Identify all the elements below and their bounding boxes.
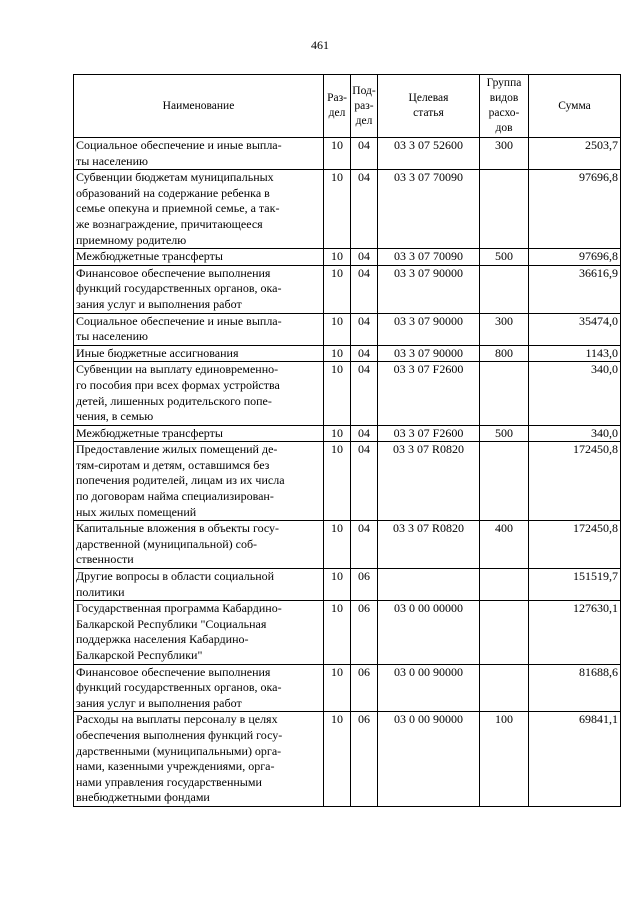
- cell-sum: 340,0: [529, 362, 621, 425]
- cell-name: Субвенции на выплату единовременно- го пособия при всех формах устройства детей, лишенных родительского попе- чения, в семью: [74, 362, 324, 425]
- cell-target-article: 03 3 07 90000: [378, 345, 480, 362]
- cell-target-article: 03 3 07 70090: [378, 170, 480, 249]
- table-row: [74, 170, 621, 249]
- header-expense-group: Группа видов расхо- дов: [480, 75, 529, 138]
- cell-section: 10: [324, 712, 351, 807]
- cell-target-article: 03 3 07 R0820: [378, 521, 480, 569]
- cell-target-article: 03 3 07 70090: [378, 249, 480, 266]
- cell-section: 10: [324, 425, 351, 442]
- cell-target-article: 03 3 07 F2600: [378, 425, 480, 442]
- cell-sum: 81688,6: [529, 664, 621, 712]
- cell-subsection: 04: [351, 345, 378, 362]
- cell-section: 10: [324, 569, 351, 601]
- cell-subsection: 06: [351, 601, 378, 664]
- cell-subsection: 04: [351, 249, 378, 266]
- cell-expense-group: [480, 265, 529, 313]
- cell-name: Государственная программа Кабардино- Балкарской Республики "Социальная поддержка населения Кабардино- Балкарской Республики": [74, 601, 324, 664]
- header-subsection: Под- раз- дел: [351, 75, 378, 138]
- cell-name: Социальное обеспечение и иные выпла- ты населению: [74, 313, 324, 345]
- table-row: [74, 425, 621, 442]
- budget-table: [73, 74, 621, 807]
- cell-expense-group: [480, 362, 529, 425]
- table-body: [74, 138, 621, 807]
- header-target-article: Целевая статья: [378, 75, 480, 138]
- cell-sum: 127630,1: [529, 601, 621, 664]
- cell-expense-group: [480, 664, 529, 712]
- cell-section: 10: [324, 521, 351, 569]
- cell-section: 10: [324, 249, 351, 266]
- cell-target-article: 03 3 07 52600: [378, 138, 480, 170]
- cell-sum: 36616,9: [529, 265, 621, 313]
- cell-section: 10: [324, 362, 351, 425]
- header-name: Наименование: [74, 75, 324, 138]
- cell-subsection: 06: [351, 569, 378, 601]
- cell-sum: 97696,8: [529, 249, 621, 266]
- cell-section: 10: [324, 265, 351, 313]
- table-row: [74, 569, 621, 601]
- cell-target-article: 03 0 00 00000: [378, 601, 480, 664]
- cell-subsection: 06: [351, 712, 378, 807]
- cell-section: 10: [324, 313, 351, 345]
- cell-name: Социальное обеспечение и иные выпла- ты населению: [74, 138, 324, 170]
- cell-expense-group: [480, 442, 529, 521]
- cell-subsection: 04: [351, 170, 378, 249]
- cell-sum: 97696,8: [529, 170, 621, 249]
- cell-name: Предоставление жилых помещений де- тям-сиротам и детям, оставшимся без попечения родителей, лицам из их числа по договорам найма специализирован- ных жилых помещений: [74, 442, 324, 521]
- cell-name: Капитальные вложения в объекты госу- дарственной (муниципальной) соб- ственности: [74, 521, 324, 569]
- cell-subsection: 04: [351, 442, 378, 521]
- cell-expense-group: 300: [480, 138, 529, 170]
- table-row: [74, 138, 621, 170]
- cell-section: 10: [324, 442, 351, 521]
- cell-name: Финансовое обеспечение выполнения функций государственных органов, ока- зания услуг и выполнения работ: [74, 265, 324, 313]
- cell-target-article: 03 0 00 90000: [378, 712, 480, 807]
- cell-sum: 172450,8: [529, 521, 621, 569]
- table-row: [74, 313, 621, 345]
- cell-sum: 151519,7: [529, 569, 621, 601]
- cell-subsection: 04: [351, 425, 378, 442]
- cell-name: Субвенции бюджетам муниципальных образований на содержание ребенка в семье опекуна и приемной семье, а так- же вознаграждение, причитающееся приемному родителю: [74, 170, 324, 249]
- cell-target-article: 03 3 07 90000: [378, 313, 480, 345]
- cell-expense-group: 300: [480, 313, 529, 345]
- cell-target-article: 03 3 07 F2600: [378, 362, 480, 425]
- table-row: [74, 345, 621, 362]
- header-section: Раз- дел: [324, 75, 351, 138]
- cell-subsection: 04: [351, 313, 378, 345]
- cell-name: Межбюджетные трансферты: [74, 249, 324, 266]
- cell-name: Межбюджетные трансферты: [74, 425, 324, 442]
- cell-sum: 35474,0: [529, 313, 621, 345]
- table-row: [74, 601, 621, 664]
- cell-target-article: [378, 569, 480, 601]
- cell-subsection: 04: [351, 521, 378, 569]
- cell-sum: 2503,7: [529, 138, 621, 170]
- table-row: [74, 521, 621, 569]
- cell-target-article: 03 3 07 R0820: [378, 442, 480, 521]
- cell-sum: 69841,1: [529, 712, 621, 807]
- cell-section: 10: [324, 170, 351, 249]
- page-number: 461: [311, 38, 329, 52]
- cell-expense-group: 500: [480, 425, 529, 442]
- cell-section: 10: [324, 664, 351, 712]
- cell-name: Иные бюджетные ассигнования: [74, 345, 324, 362]
- cell-subsection: 04: [351, 265, 378, 313]
- cell-target-article: 03 0 00 90000: [378, 664, 480, 712]
- cell-name: Финансовое обеспечение выполнения функций государственных органов, ока- зания услуг и выполнения работ: [74, 664, 324, 712]
- cell-expense-group: 400: [480, 521, 529, 569]
- cell-target-article: 03 3 07 90000: [378, 265, 480, 313]
- cell-name: Расходы на выплаты персоналу в целях обеспечения выполнения функций госу- дарственными (муниципальными) орга- нами, казенными учреждениями, орга- нами управления государственными внебюджетными фондами: [74, 712, 324, 807]
- table-row: [74, 712, 621, 807]
- cell-section: 10: [324, 138, 351, 170]
- cell-name: Другие вопросы в области социальной политики: [74, 569, 324, 601]
- table-row: [74, 265, 621, 313]
- cell-section: 10: [324, 345, 351, 362]
- cell-section: 10: [324, 601, 351, 664]
- table-row: [74, 442, 621, 521]
- table-header-row: [74, 75, 621, 138]
- cell-sum: 340,0: [529, 425, 621, 442]
- cell-expense-group: 800: [480, 345, 529, 362]
- table-row: [74, 362, 621, 425]
- cell-subsection: 06: [351, 664, 378, 712]
- header-sum: Сумма: [529, 75, 621, 138]
- cell-expense-group: 500: [480, 249, 529, 266]
- table-row: [74, 664, 621, 712]
- cell-subsection: 04: [351, 138, 378, 170]
- cell-sum: 172450,8: [529, 442, 621, 521]
- cell-expense-group: [480, 170, 529, 249]
- table-row: [74, 249, 621, 266]
- cell-expense-group: [480, 569, 529, 601]
- cell-subsection: 04: [351, 362, 378, 425]
- cell-expense-group: [480, 601, 529, 664]
- cell-expense-group: 100: [480, 712, 529, 807]
- cell-sum: 1143,0: [529, 345, 621, 362]
